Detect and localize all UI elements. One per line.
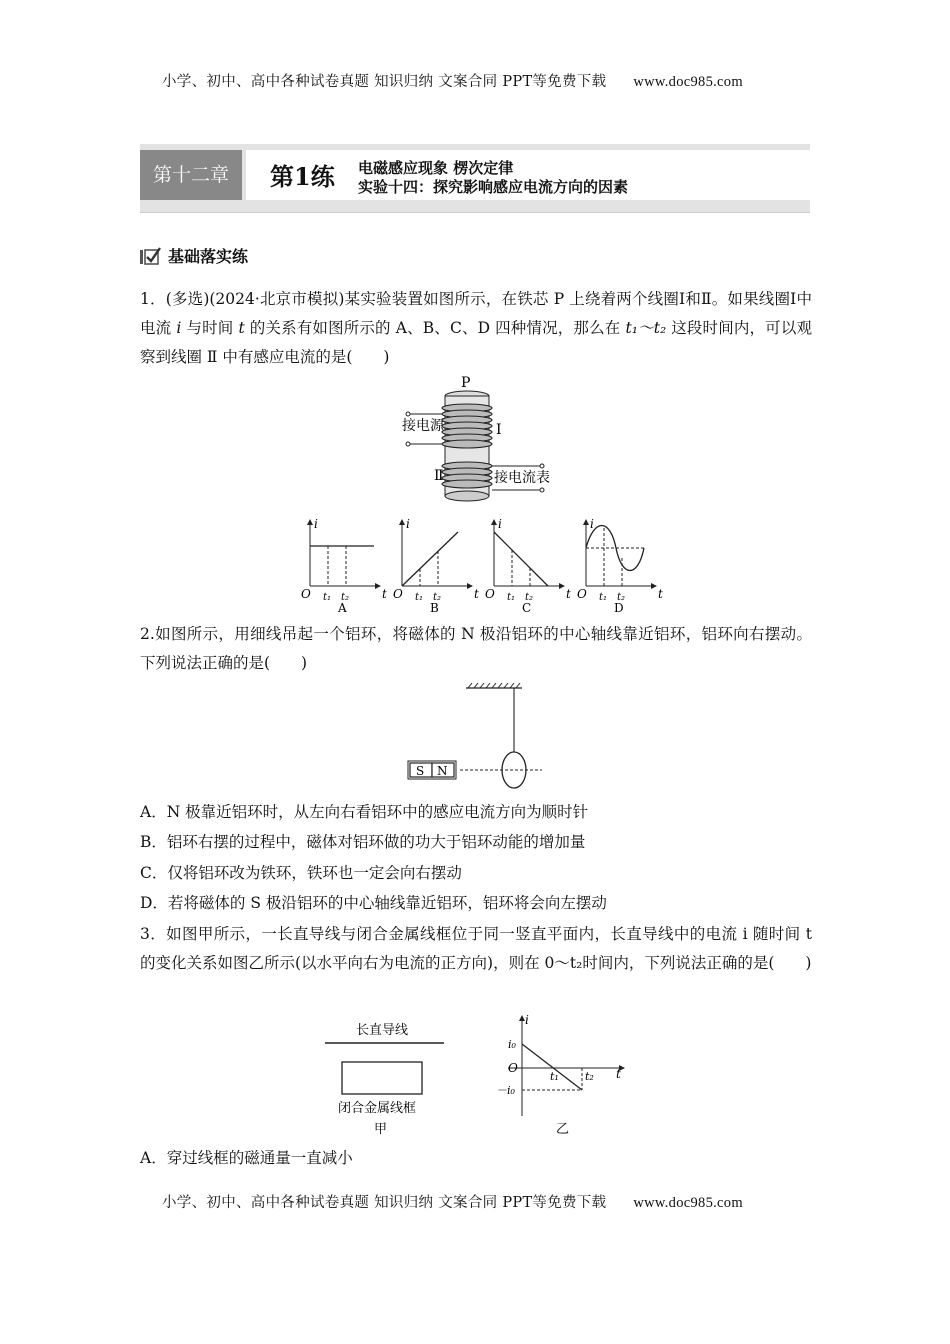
svg-text:i: i bbox=[525, 1013, 529, 1027]
q2-option-d[interactable]: D．若将磁体的 S 极沿铝环的中心轴线靠近铝环，铝环将会向左摆动 bbox=[140, 894, 607, 912]
banner-divider bbox=[140, 212, 810, 213]
q2-option-c[interactable]: C．仅将铝环改为铁环，铁环也一定会向右摆动 bbox=[140, 864, 462, 882]
svg-text:t: t bbox=[474, 587, 479, 601]
lesson-title-line1: 电磁感应现象 楞次定律 bbox=[358, 159, 514, 177]
coil-1-label: Ⅰ bbox=[496, 422, 502, 438]
svg-text:t₂: t₂ bbox=[433, 592, 442, 603]
svg-text:t: t bbox=[658, 587, 663, 601]
svg-text:t₁: t₁ bbox=[323, 592, 332, 603]
metal-frame bbox=[342, 1062, 422, 1094]
graph-d bbox=[577, 517, 663, 614]
lesson-title-line2: 实验十四：探究影响感应电流方向的因素 bbox=[358, 178, 629, 196]
graph-c bbox=[485, 517, 571, 614]
wire-label: 长直导线 bbox=[356, 1023, 409, 1038]
coil-2-label: Ⅱ bbox=[434, 468, 444, 484]
svg-text:N: N bbox=[437, 764, 448, 778]
svg-text:i: i bbox=[590, 517, 594, 531]
graph-a-label: A bbox=[338, 601, 347, 614]
page-header bbox=[162, 70, 743, 91]
header-site-link[interactable]: www.doc985.com bbox=[633, 74, 743, 90]
power-label: 接电源 bbox=[402, 418, 444, 434]
q3-option-a[interactable]: A．穿过线框的磁通量一直减小 bbox=[140, 1149, 353, 1167]
check-icon bbox=[140, 247, 162, 265]
svg-text:O: O bbox=[393, 587, 403, 601]
chapter-label: 第十二章 bbox=[140, 150, 242, 200]
footer-text: 小学、初中、高中各种试卷真题 知识归纳 文案合同 PPT等免费下载 bbox=[162, 1195, 607, 1211]
question-1-text: 1．(多选)(2024·北京市模拟)某实验装置如图所示，在铁芯 P 上绕着两个线圈Ⅰ和Ⅱ。如果线圈Ⅰ中电流 i 与时间 t 的关系有如图所示的 A、B、C、D 四种情况，那么在 t₁～t₂ 这段时间内，可以观察到线圈 Ⅱ 中有感应电流的是( ) bbox=[140, 290, 812, 366]
header-text: 小学、初中、高中各种试卷真题 知识归纳 文案合同 PPT等免费下载 bbox=[162, 74, 607, 90]
svg-text:t₂: t₂ bbox=[585, 1070, 594, 1083]
svg-text:t: t bbox=[616, 1067, 621, 1081]
lesson-number: 第1练 bbox=[270, 162, 335, 191]
graph-d-label: D bbox=[614, 601, 624, 614]
graph-b-label: B bbox=[430, 601, 439, 614]
svg-text:t₁: t₁ bbox=[507, 592, 516, 603]
q2-option-b[interactable]: B．铝环右摆的过程中，磁体对铝环做的功大于铝环动能的增加量 bbox=[140, 833, 586, 851]
svg-text:t: t bbox=[566, 587, 571, 601]
svg-text:t₁: t₁ bbox=[550, 1070, 559, 1083]
svg-text:i: i bbox=[498, 517, 502, 531]
svg-text:S: S bbox=[416, 764, 425, 778]
figure-jia-label: 甲 bbox=[374, 1122, 388, 1137]
meter-label: 接电流表 bbox=[494, 470, 550, 486]
lesson-title bbox=[358, 159, 628, 197]
question-3-text: 3．如图甲所示，一长直导线与闭合金属线框位于同一竖直平面内，长直导线中的电流 i 随时间 t 的变化关系如图乙所示(以水平向右为电流的正方向)，则在 0～t₂时间内，下列说法正确的是( ) bbox=[140, 925, 812, 972]
svg-text:t₁: t₁ bbox=[415, 592, 424, 603]
svg-text:O: O bbox=[301, 587, 311, 601]
svg-text:t₂: t₂ bbox=[341, 592, 350, 603]
footer-site-link[interactable]: www.doc985.com bbox=[633, 1195, 743, 1211]
svg-text:O: O bbox=[577, 587, 587, 601]
section-title: 基础落实练 bbox=[168, 247, 249, 266]
current-graphs bbox=[296, 514, 666, 614]
wire-frame-figure bbox=[320, 1012, 640, 1140]
svg-text:t₂: t₂ bbox=[617, 592, 626, 603]
coil-2 bbox=[442, 462, 492, 488]
svg-text:i: i bbox=[406, 517, 410, 531]
magnet-ring-figure bbox=[400, 682, 550, 790]
section-heading bbox=[140, 244, 248, 267]
svg-text:i₀: i₀ bbox=[508, 1038, 516, 1051]
question-2-text: 2.如图所示，用细线吊起一个铝环，将磁体的 N 极沿铝环的中心轴线靠近铝环，铝环向右摆动。下列说法正确的是( ) bbox=[140, 625, 812, 672]
graph-a bbox=[301, 517, 387, 614]
graph-c-label: C bbox=[522, 601, 532, 614]
q2-option-a[interactable]: A．N 极靠近铝环时，从左向右看铝环中的感应电流方向为顺时针 bbox=[140, 803, 589, 821]
svg-text:t₁: t₁ bbox=[599, 592, 608, 603]
iron-core-figure bbox=[390, 374, 600, 508]
svg-text:－i₀: －i₀ bbox=[496, 1084, 515, 1097]
svg-text:O: O bbox=[485, 587, 495, 601]
current-time-graph bbox=[496, 1013, 624, 1116]
graph-b bbox=[393, 517, 479, 614]
figure-yi-label: 乙 bbox=[556, 1122, 570, 1137]
coil-1 bbox=[442, 404, 492, 448]
frame-label: 闭合金属线框 bbox=[338, 1101, 417, 1116]
svg-text:t₂: t₂ bbox=[525, 592, 534, 603]
core-label-p: P bbox=[461, 375, 471, 391]
svg-text:t: t bbox=[382, 587, 387, 601]
svg-text:O: O bbox=[508, 1061, 518, 1075]
page-footer bbox=[162, 1191, 743, 1212]
svg-text:i: i bbox=[314, 517, 318, 531]
